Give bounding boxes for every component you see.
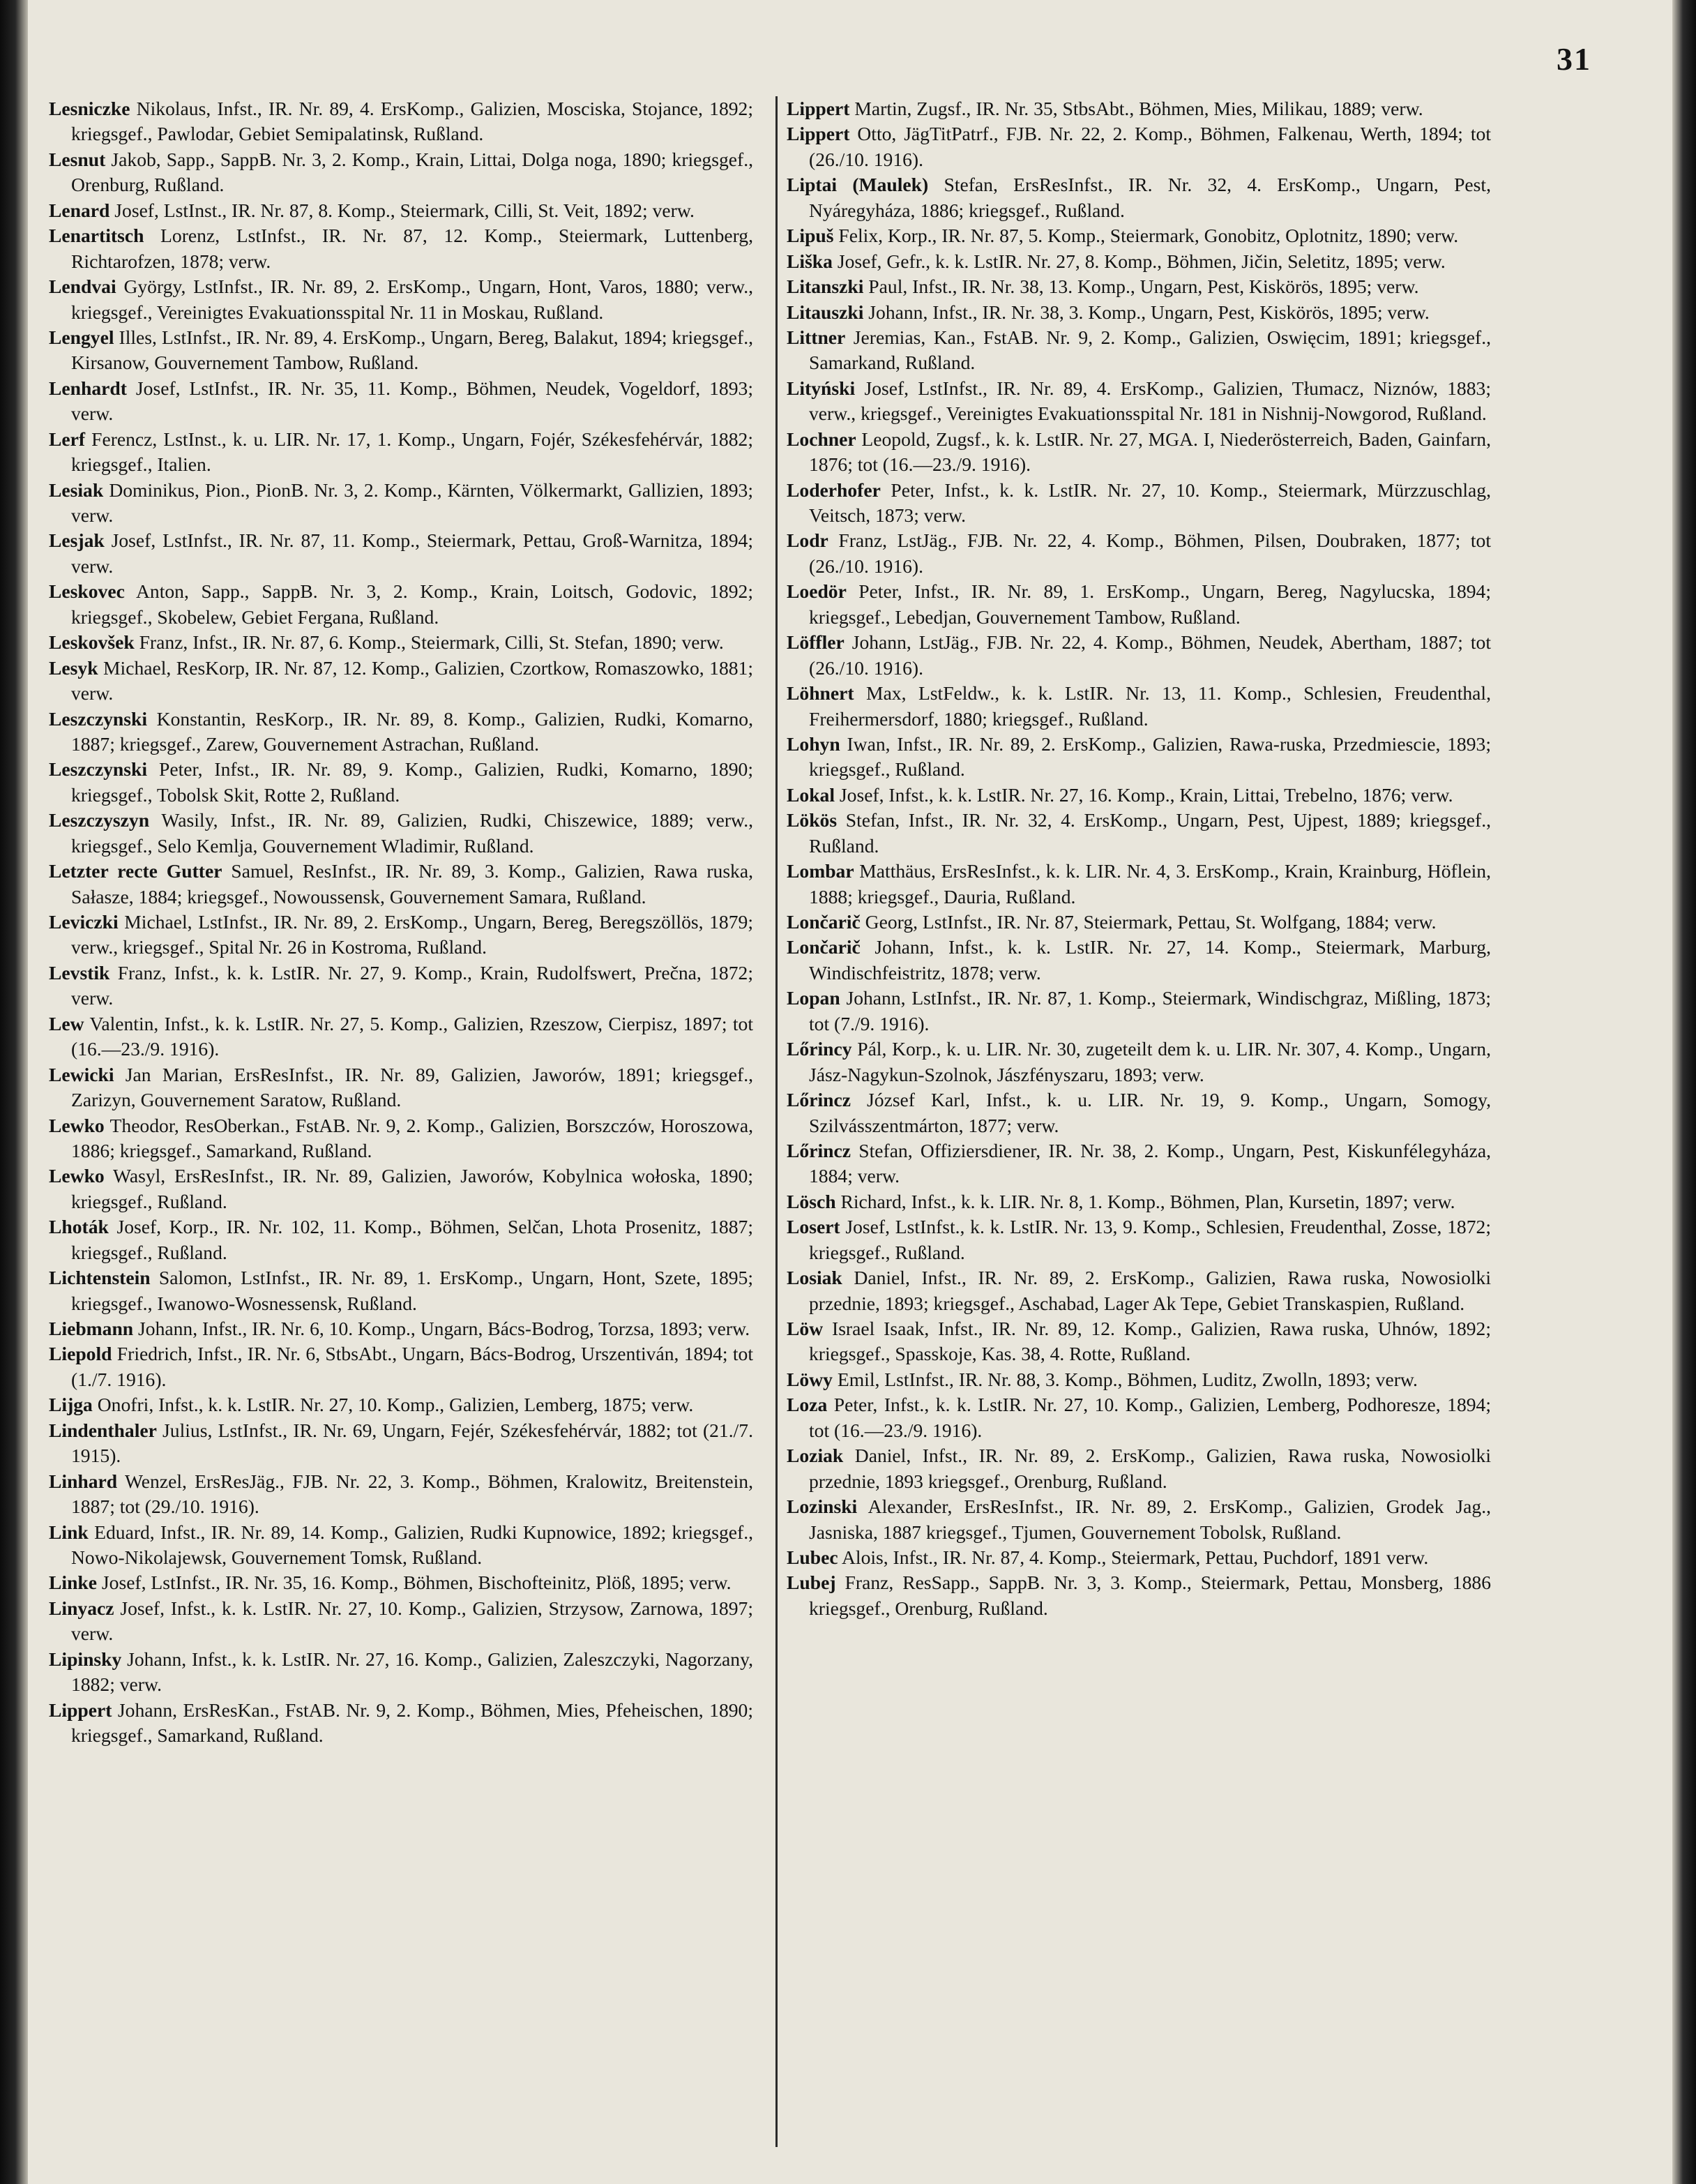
casualty-entry — [49, 274, 753, 325]
entry-surname: Litauszki — [787, 301, 864, 323]
casualty-entry — [787, 1265, 1491, 1316]
casualty-entry — [49, 1596, 753, 1647]
entry-details: Illes, LstInfst., IR. Nr. 89, 4. ErsKomp., Ungarn, Bereg, Balakut, 1894; kriegsgef., Kirsanow, Gouvernement Tambow, Rußland. — [71, 326, 753, 374]
entry-surname: Linyacz — [49, 1597, 114, 1619]
casualty-entry — [49, 1163, 753, 1214]
entry-details: Josef, Infst., k. k. LstIR. Nr. 27, 16. Komp., Krain, Littai, Trebelno, 1876; verw. — [835, 783, 1453, 806]
casualty-entry — [787, 1214, 1491, 1265]
entry-surname: Lendvai — [49, 276, 116, 298]
entry-surname: Leszczynski — [49, 707, 148, 730]
entry-details: Peter, Infst., k. k. LstIR. Nr. 27, 10. Komp., Steiermark, Mürzzuschlag, Veitsch, 1873; verw. — [809, 479, 1491, 526]
entry-details: Dominikus, Pion., PionB. Nr. 3, 2. Komp., Kärnten, Völkermarkt, Gallizien, 1893; verw. — [71, 479, 753, 526]
casualty-entry — [49, 1418, 753, 1469]
entry-details: Josef, LstInfst., IR. Nr. 35, 11. Komp., Böhmen, Neudek, Vogeldorf, 1893; verw. — [71, 377, 753, 425]
casualty-entry — [49, 147, 753, 198]
entry-surname: Leskovšek — [49, 631, 135, 654]
entry-surname: Liebmann — [49, 1318, 134, 1339]
entry-surname: Lőrincz — [787, 1139, 851, 1161]
casualty-entry — [49, 757, 753, 808]
entry-details: Konstantin, ResKorp., IR. Nr. 89, 8. Komp., Galizien, Rudki, Komarno, 1887; kriegsgef., Zarew, Gouvernement Astrachan, Rußland. — [71, 707, 753, 755]
entry-surname: Lubej — [787, 1572, 836, 1594]
casualty-entry — [49, 808, 753, 859]
entry-details: György, LstInfst., IR. Nr. 89, 2. ErsKomp., Ungarn, Hont, Varos, 1880; verw., kriegsgef., Vereinigtes Evakuationsspital Nr. 11 in Moskau, Rußland. — [71, 276, 753, 323]
entry-details: Richard, Infst., k. k. LIR. Nr. 8, 1. Komp., Böhmen, Plan, Kursetin, 1897; verw. — [835, 1190, 1455, 1212]
page-number: 31 — [1557, 41, 1591, 77]
casualty-entry — [49, 96, 753, 147]
casualty-entry — [787, 1316, 1491, 1367]
casualty-entry — [49, 910, 753, 961]
entry-surname: Lerf — [49, 428, 86, 450]
casualty-entry — [787, 1037, 1491, 1087]
entry-details: Josef, Gefr., k. k. LstIR. Nr. 27, 8. Komp., Böhmen, Jičin, Seletitz, 1895; verw. — [832, 250, 1446, 272]
entry-details: Josef, LstInfst., IR. Nr. 87, 11. Komp., Steiermark, Pettau, Groß-Warnitza, 1894; verw. — [71, 529, 753, 577]
casualty-entry — [49, 1341, 753, 1392]
entry-surname: Lopan — [787, 987, 840, 1009]
entry-surname: Löhnert — [787, 682, 854, 705]
casualty-entry — [787, 223, 1491, 248]
entry-details: Peter, Infst., k. k. LstIR. Nr. 27, 10. Komp., Galizien, Lemberg, Podhoresze, 1894; tot (16.—23./9. 1916). — [809, 1394, 1491, 1441]
entry-surname: Lippert — [787, 123, 850, 145]
entry-details: Peter, Infst., IR. Nr. 89, 9. Komp., Galizien, Rudki, Komarno, 1890; kriegsgef., Tobolsk Skit, Rotte 2, Rußland. — [71, 758, 753, 806]
entry-details: Michael, LstInfst., IR. Nr. 89, 2. ErsKomp., Ungarn, Bereg, Beregszöllös, 1879; verw., kriegsgef., Spital Nr. 26 in Kostroma, Rußland. — [71, 911, 753, 958]
casualty-entry — [787, 1367, 1491, 1392]
entry-details: Peter, Infst., IR. Nr. 89, 1. ErsKomp., Ungarn, Bereg, Nagylucska, 1894; kriegsgef., Lebedjan, Gouvernement Tambow, Rußland. — [809, 580, 1491, 628]
entry-surname: Lewko — [49, 1165, 105, 1187]
casualty-entry — [787, 935, 1491, 986]
casualty-entry — [787, 528, 1491, 579]
entry-details: Otto, JägTitPatrf., FJB. Nr. 22, 2. Komp., Böhmen, Falkenau, Werth, 1894; tot (26./10. 1916). — [809, 123, 1491, 170]
entry-details: Franz, Infst., IR. Nr. 87, 6. Komp., Steiermark, Cilli, St. Stefan, 1890; verw. — [134, 631, 724, 654]
entry-details: Johann, Infst., k. k. LstIR. Nr. 27, 16. Komp., Galizien, Zaleszczyki, Nagorzany, 1882; verw. — [71, 1648, 753, 1696]
casualty-entry — [49, 1011, 753, 1062]
entry-surname: Lőrincy — [787, 1038, 852, 1060]
casualty-entry — [787, 1545, 1491, 1570]
casualty-entry — [49, 961, 753, 1011]
entry-surname: Lodr — [787, 529, 828, 552]
entry-details: Stefan, ErsResInfst., IR. Nr. 32, 4. ErsKomp., Ungarn, Pest, Nyáregyháza, 1886; kriegsgef., Rußland. — [809, 174, 1491, 221]
entry-surname: Lozinski — [787, 1496, 858, 1518]
entry-surname: Lenhardt — [49, 377, 127, 399]
entry-details: Johann, Infst., k. k. LstIR. Nr. 27, 14. Komp., Steiermark, Marburg, Windischfeistritz, 1878; verw. — [809, 936, 1491, 984]
casualty-entry — [787, 249, 1491, 274]
entry-surname: Lengyel — [49, 326, 114, 348]
casualty-entry — [49, 1392, 753, 1417]
entry-surname: Liptai (Maulek) — [787, 174, 929, 196]
casualty-entry — [49, 859, 753, 910]
casualty-entry — [787, 1443, 1491, 1494]
casualty-entry — [787, 121, 1491, 172]
casualty-entry — [787, 579, 1491, 630]
entry-surname: Losiak — [787, 1267, 842, 1289]
entry-surname: Lesyk — [49, 656, 98, 679]
entry-details: Josef, Infst., k. k. LstIR. Nr. 27, 10. Komp., Galizien, Strzysow, Zarnowa, 1897; verw. — [71, 1597, 753, 1645]
entry-surname: Lipinsky — [49, 1648, 122, 1670]
entry-surname: Löffler — [787, 631, 845, 654]
entry-surname: Löw — [787, 1318, 824, 1339]
casualty-entry — [49, 630, 753, 655]
casualty-entry — [49, 1469, 753, 1520]
entry-surname: Loza — [787, 1394, 828, 1416]
entry-details: Jeremias, Kan., FstAB. Nr. 9, 2. Komp., Galizien, Oswięcim, 1891; kriegsgef., Samarkand, Rußland. — [809, 326, 1491, 374]
casualty-entry — [49, 1647, 753, 1698]
entry-surname: Linhard — [49, 1470, 118, 1492]
entry-details: Valentin, Infst., k. k. LstIR. Nr. 27, 5. Komp., Galizien, Rzeszow, Cierpisz, 1897; tot (16.—23./9. 1916). — [71, 1012, 753, 1060]
entry-details: Onofri, Infst., k. k. LstIR. Nr. 27, 10. Komp., Galizien, Lemberg, 1875; verw. — [92, 1394, 694, 1416]
entry-details: Wasyl, ErsResInfst., IR. Nr. 89, Galizien, Jaworów, Kobylnica wołoska, 1890; kriegsgef., Rußland. — [71, 1165, 753, 1212]
entry-surname: Letzter recte Gutter — [49, 860, 222, 882]
casualty-entry — [787, 478, 1491, 529]
entry-surname: Loziak — [787, 1445, 844, 1467]
entry-surname: Leskovec — [49, 580, 125, 603]
entry-details: Salomon, LstInfst., IR. Nr. 89, 1. ErsKomp., Ungarn, Hont, Szete, 1895; kriegsgef., Iwanowo-Wosnessensk, Rußland. — [71, 1267, 753, 1314]
casualty-entry — [49, 579, 753, 630]
entry-surname: Lenard — [49, 199, 110, 221]
casualty-entry — [787, 808, 1491, 859]
casualty-entry — [787, 1189, 1491, 1214]
entry-surname: Lombar — [787, 860, 854, 882]
entry-surname: Leszczynski — [49, 758, 148, 781]
entry-surname: Lohyn — [787, 732, 840, 755]
entry-surname: Lösch — [787, 1190, 836, 1212]
entry-details: Eduard, Infst., IR. Nr. 89, 14. Komp., Galizien, Rudki Kupnowice, 1892; kriegsgef., Nowo-Nikolajewsk, Gouvernement Tomsk, Rußland. — [71, 1521, 753, 1568]
column-divider — [775, 96, 778, 2147]
entry-surname: Löwy — [787, 1368, 833, 1390]
casualty-entry — [787, 630, 1491, 681]
entry-details: Emil, LstInfst., IR. Nr. 88, 3. Komp., Böhmen, Luditz, Zwolln, 1893; verw. — [832, 1368, 1418, 1390]
entry-surname: Lesniczke — [49, 98, 130, 119]
entry-details: Josef, LstInfst., IR. Nr. 89, 4. ErsKomp., Galizien, Tłumacz, Niznów, 1883; verw., kriegsgef., Vereinigtes Evakuationsspital Nr. 181 in Nishnij-Nowgorod, Rußland. — [809, 377, 1491, 425]
entry-details: Daniel, Infst., IR. Nr. 89, 2. ErsKomp., Galizien, Rawa ruska, Nowosiolki przednie, 1893; kriegsgef., Aschabad, Lager Ak Tepe, Gebiet Transkaspien, Rußland. — [809, 1267, 1491, 1314]
casualty-entry — [787, 1570, 1491, 1621]
casualty-entry — [787, 300, 1491, 325]
casualty-entry — [49, 1265, 753, 1316]
entry-details: Iwan, Infst., IR. Nr. 89, 2. ErsKomp., Galizien, Rawa-ruska, Przedmiescie, 1893; kriegsgef., Rußland. — [809, 732, 1491, 781]
entry-surname: Littner — [787, 326, 846, 348]
entry-details: Leopold, Zugsf., k. k. LstIR. Nr. 27, MGA. I, Niederösterreich, Baden, Gainfarn, 1876; tot (16.—23./9. 1916). — [809, 428, 1491, 476]
casualty-entry — [787, 986, 1491, 1037]
entry-surname: Liepold — [49, 1343, 112, 1365]
casualty-entry — [49, 376, 753, 427]
entry-details: Josef, Korp., IR. Nr. 102, 11. Komp., Böhmen, Selčan, Lhota Prosenitz, 1887; kriegsgef., Rußland. — [71, 1216, 753, 1263]
entry-details: Johann, ErsResKan., FstAB. Nr. 9, 2. Komp., Böhmen, Mies, Pfeheischen, 1890; kriegsgef., Samarkand, Rußland. — [71, 1699, 753, 1746]
entry-surname: Lesjak — [49, 529, 105, 552]
entry-details: Alois, Infst., IR. Nr. 87, 4. Komp., Steiermark, Pettau, Puchdorf, 1891 verw. — [838, 1546, 1429, 1568]
entry-surname: Link — [49, 1521, 89, 1543]
casualty-entry — [787, 172, 1491, 223]
entry-details: Stefan, Offiziersdiener, IR. Nr. 38, 2. Komp., Ungarn, Pest, Kiskunfélegyháza, 1884; verw. — [809, 1139, 1491, 1187]
casualty-entry — [49, 478, 753, 529]
entry-details: Franz, ResSapp., SappB. Nr. 3, 3. Komp., Steiermark, Pettau, Monsberg, 1886 kriegsgef., Orenburg, Rußland. — [809, 1572, 1491, 1619]
entry-details: Ferencz, LstInst., k. u. LIR. Nr. 17, 1. Komp., Ungarn, Fojér, Székesfehérvár, 1882; kriegsgef., Italien. — [71, 428, 753, 476]
entry-surname: Lenartitsch — [49, 225, 144, 247]
entry-details: Jakob, Sapp., SappB. Nr. 3, 2. Komp., Krain, Littai, Dolga noga, 1890; kriegsgef., Orenburg, Rußland. — [71, 148, 753, 196]
entry-surname: Lew — [49, 1012, 84, 1034]
entry-surname: Lipuš — [787, 225, 834, 247]
entry-surname: Lewko — [49, 1114, 105, 1136]
entry-surname: Losert — [787, 1216, 840, 1238]
entry-details: Franz, LstJäg., FJB. Nr. 22, 4. Komp., Böhmen, Pilsen, Doubraken, 1877; tot (26./10. 1916). — [809, 529, 1491, 577]
casualty-entry — [787, 681, 1491, 732]
casualty-entry — [787, 96, 1491, 121]
entry-surname: Levstik — [49, 961, 110, 984]
entry-details: Josef, LstInfst., k. k. LstIR. Nr. 13, 9. Komp., Schlesien, Freudenthal, Zosse, 1872; kriegsgef., Rußland. — [809, 1216, 1491, 1263]
casualty-entry — [787, 325, 1491, 376]
entry-surname: Lhoták — [49, 1216, 109, 1238]
entry-details: Anton, Sapp., SappB. Nr. 3, 2. Komp., Krain, Loitsch, Godovic, 1892; kriegsgef., Skobelew, Gebiet Fergana, Rußland. — [71, 580, 753, 628]
casualty-entry — [49, 1698, 753, 1749]
casualty-entry — [49, 198, 753, 223]
entry-details: Lorenz, LstInfst., IR. Nr. 87, 12. Komp., Steiermark, Luttenberg, Richtarofzen, 1878; verw. — [71, 225, 753, 272]
entry-details: Johann, Infst., IR. Nr. 6, 10. Komp., Ungarn, Bács-Bodrog, Torzsa, 1893; verw. — [133, 1318, 750, 1339]
casualty-entry — [49, 528, 753, 579]
entry-details: Julius, LstInfst., IR. Nr. 69, Ungarn, Fejér, Székesfehérvár, 1882; tot (21./7. 1915). — [71, 1419, 753, 1467]
casualty-entry — [787, 1087, 1491, 1138]
entry-details: Alexander, ErsResInfst., IR. Nr. 89, 2. ErsKomp., Galizien, Grodek Jag., Jasniska, 1887 kriegsgef., Tjumen, Gouvernement Tobolsk, Rußland. — [809, 1496, 1491, 1543]
entry-details: Franz, Infst., k. k. LstIR. Nr. 27, 9. Komp., Krain, Rudolfswert, Prečna, 1872; verw. — [71, 961, 753, 1009]
entry-surname: Leszczyszyn — [49, 809, 150, 831]
casualty-entry — [49, 1214, 753, 1265]
entry-surname: Linke — [49, 1572, 98, 1594]
entry-details: Max, LstFeldw., k. k. LstIR. Nr. 13, 11. Komp., Schlesien, Freudenthal, Freihermersdorf, 1880; kriegsgef., Rußland. — [809, 682, 1491, 730]
casualty-entry — [49, 223, 753, 274]
entry-surname: Lippert — [787, 98, 850, 119]
entry-surname: Lijga — [49, 1394, 93, 1416]
casualty-entry — [787, 376, 1491, 427]
entry-details: Josef, LstInst., IR. Nr. 87, 8. Komp., Steiermark, Cilli, St. Veit, 1892; verw. — [109, 199, 695, 221]
entry-details: Matthäus, ErsResInfst., k. k. LIR. Nr. 4, 3. ErsKomp., Krain, Krainburg, Höflein, 1888; kriegsgef., Dauria, Rußland. — [809, 860, 1491, 908]
casualty-entry — [787, 1494, 1491, 1545]
entry-details: Friedrich, Infst., IR. Nr. 6, StbsAbt., Ungarn, Bács-Bodrog, Urszentiván, 1894; tot (1./7. 1916). — [71, 1343, 753, 1390]
entry-surname: Lubec — [787, 1546, 838, 1568]
entry-details: Johann, LstJäg., FJB. Nr. 22, 4. Komp., Böhmen, Neudek, Abertham, 1887; tot (26./10. 1916). — [809, 631, 1491, 679]
casualty-entry — [49, 656, 753, 707]
entry-details: József Karl, Infst., k. u. LIR. Nr. 19, 9. Komp., Ungarn, Somogy, Szilvásszentmárton, 1877; verw. — [809, 1089, 1491, 1136]
casualty-entry — [49, 1113, 753, 1164]
casualty-entry — [49, 427, 753, 478]
entry-surname: Lesiak — [49, 479, 104, 501]
entry-details: Josef, LstInfst., IR. Nr. 35, 16. Komp., Böhmen, Bischofteinitz, Plöß, 1895; verw. — [97, 1572, 732, 1594]
entry-surname: Lesnut — [49, 148, 106, 170]
entry-surname: Lökös — [787, 809, 838, 831]
entry-surname: Lokal — [787, 783, 835, 806]
entry-surname: Lončarič — [787, 936, 861, 958]
entry-details: Paul, Infst., IR. Nr. 38, 13. Komp., Ungarn, Pest, Kiskörös, 1895; verw. — [863, 276, 1419, 298]
entry-surname: Lončarič — [787, 911, 861, 933]
right-column — [787, 96, 1491, 2147]
entry-details: Georg, LstInfst., IR. Nr. 87, Steiermark, Pettau, St. Wolfgang, 1884; verw. — [860, 911, 1437, 933]
entry-details: Nikolaus, Infst., IR. Nr. 89, 4. ErsKomp., Galizien, Mosciska, Stojance, 1892; kriegsgef., Pawlodar, Gebiet Semipalatinsk, Rußland. — [71, 98, 753, 145]
casualty-entry — [787, 274, 1491, 299]
entry-surname: Lochner — [787, 428, 856, 450]
entry-details: Wasily, Infst., IR. Nr. 89, Galizien, Rudki, Chiszewice, 1889; verw., kriegsgef., Selo Kemlja, Gouvernement Wladimir, Rußland. — [71, 809, 753, 857]
entry-details: Stefan, Infst., IR. Nr. 32, 4. ErsKomp., Ungarn, Pest, Ujpest, 1889; kriegsgef., Rußland. — [809, 809, 1491, 857]
casualty-entry — [787, 427, 1491, 478]
entry-surname: Lippert — [49, 1699, 112, 1721]
entry-details: Felix, Korp., IR. Nr. 87, 5. Komp., Steiermark, Gonobitz, Oplotnitz, 1890; verw. — [833, 225, 1459, 247]
entry-surname: Litanszki — [787, 276, 864, 298]
entry-surname: Lichtenstein — [49, 1267, 151, 1289]
entry-surname: Liška — [787, 250, 833, 272]
casualty-entry — [787, 1138, 1491, 1189]
casualty-entry — [49, 1520, 753, 1571]
entry-details: Samuel, ResInfst., IR. Nr. 89, 3. Komp., Galizien, Rawa ruska, Sałasze, 1884; kriegsgef., Nowoussensk, Gouvernement Samara, Rußland. — [71, 860, 753, 908]
left-column — [49, 96, 753, 2147]
entry-details: Daniel, Infst., IR. Nr. 89, 2. ErsKomp., Galizien, Rawa ruska, Nowosiolki przednie, 1893 kriegsgef., Orenburg, Rußland. — [809, 1445, 1491, 1492]
casualty-entry — [49, 1316, 753, 1341]
entry-details: Johann, Infst., IR. Nr. 38, 3. Komp., Ungarn, Pest, Kiskörös, 1895; verw. — [863, 301, 1430, 323]
casualty-entry — [787, 732, 1491, 783]
entry-details: Martin, Zugsf., IR. Nr. 35, StbsAbt., Böhmen, Mies, Milikau, 1889; verw. — [849, 98, 1423, 119]
entry-details: Theodor, ResOberkan., FstAB. Nr. 9, 2. Komp., Galizien, Borszczów, Horoszowa, 1886; kriegsgef., Samarkand, Rußland. — [71, 1114, 753, 1161]
entry-surname: Lewicki — [49, 1063, 114, 1085]
scan-edge-right — [1672, 0, 1696, 2184]
entry-surname: Loedör — [787, 580, 847, 603]
entry-details: Israel Isaak, Infst., IR. Nr. 89, 12. Komp., Galizien, Rawa ruska, Uhnów, 1892; kriegsgef., Spasskoje, Kas. 38, 4. Rotte, Rußland. — [809, 1318, 1491, 1365]
entry-details: Pál, Korp., k. u. LIR. Nr. 30, zugeteilt dem k. u. LIR. Nr. 307, 4. Komp., Ungarn, Jász-Nagykun-Szolnok, Jászfényszaru, 1893; verw. — [809, 1038, 1491, 1085]
scan-edge-left — [0, 0, 28, 2184]
entry-surname: Lindenthaler — [49, 1419, 157, 1441]
casualty-entry — [787, 1392, 1491, 1443]
entry-details: Johann, LstInfst., IR. Nr. 87, 1. Komp., Steiermark, Windischgraz, Mißling, 1873; tot (7./9. 1916). — [809, 987, 1491, 1034]
casualty-entry — [787, 910, 1491, 935]
casualty-entry — [787, 859, 1491, 910]
casualty-entry — [787, 783, 1491, 808]
entry-surname: Lőrincz — [787, 1089, 851, 1111]
entry-details: Michael, ResKorp, IR. Nr. 87, 12. Komp., Galizien, Czortkow, Romaszowko, 1881; verw. — [71, 656, 753, 705]
entry-surname: Lityński — [787, 377, 856, 399]
entry-details: Wenzel, ErsResJäg., FJB. Nr. 22, 3. Komp., Böhmen, Kralowitz, Breitenstein, 1887; tot (29./10. 1916). — [71, 1470, 753, 1518]
entry-details: Jan Marian, ErsResInfst., IR. Nr. 89, Galizien, Jaworów, 1891; kriegsgef., Zarizyn, Gouvernement Saratow, Rußland. — [71, 1063, 753, 1111]
casualty-entry — [49, 1570, 753, 1595]
casualty-entry — [49, 1062, 753, 1113]
entry-surname: Loderhofer — [787, 479, 881, 501]
casualty-entry — [49, 707, 753, 758]
entry-surname: Leviczki — [49, 911, 119, 933]
casualty-entry — [49, 325, 753, 376]
